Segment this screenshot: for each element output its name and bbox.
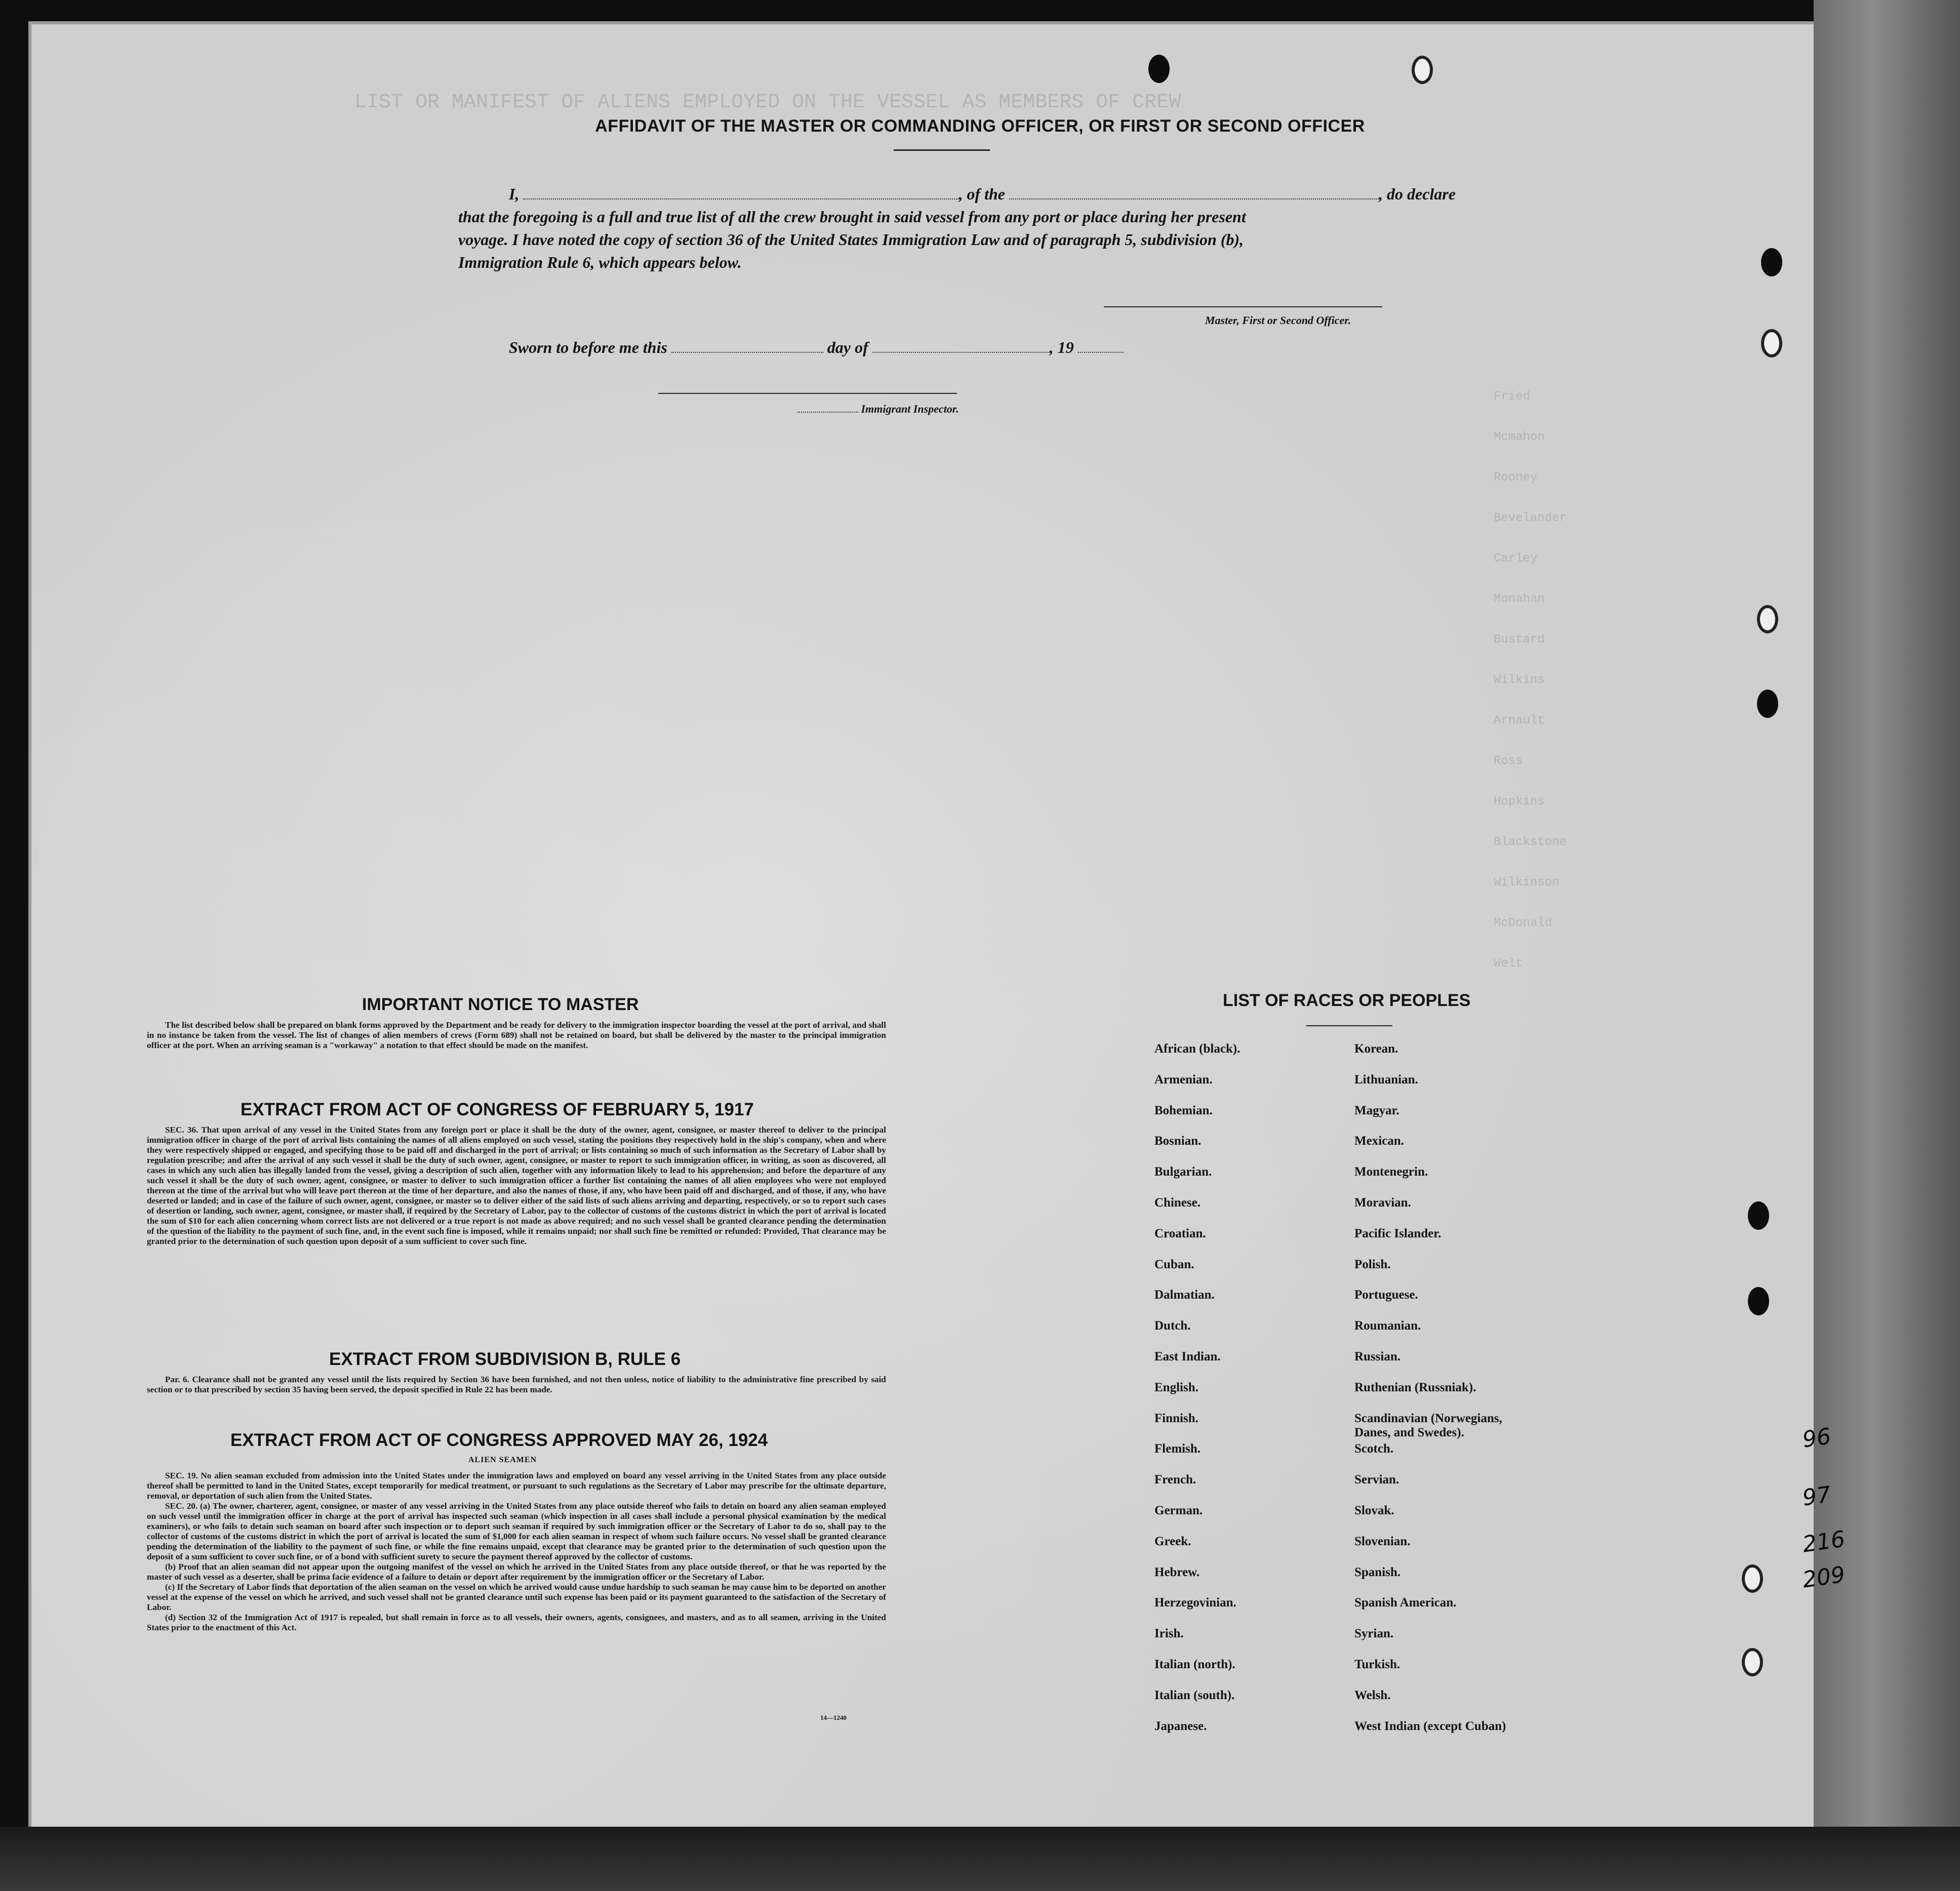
race-item: Montenegrin. xyxy=(1354,1165,1428,1179)
race-item: Lithuanian. xyxy=(1354,1072,1418,1087)
affidavit-title: AFFIDAVIT OF THE MASTER OR COMMANDING OFFICER, OR FIRST OR SECOND OFFICER xyxy=(595,116,1365,136)
sec20b-paragraph: (b) Proof that an alien seaman did not appear upon the outgoing manifest of the vessel on which he arrived in the United States from any place outside thereof, or that he was reported by the master of such vessel as a deserter, shall be prima facie evidence of a failure to detain or deport after requirement by the immigration officer or the Secretary of Labor. xyxy=(147,1562,886,1582)
margin-mark: 96 xyxy=(1801,1423,1833,1453)
notice-title: IMPORTANT NOTICE TO MASTER xyxy=(362,995,639,1014)
race-item: Bosnian. xyxy=(1154,1134,1202,1148)
race-item: English. xyxy=(1154,1380,1198,1394)
rule6-title: EXTRACT FROM SUBDIVISION B, RULE 6 xyxy=(329,1349,681,1369)
race-item: Finnish. xyxy=(1154,1411,1198,1425)
extract-1917-text xyxy=(147,1125,886,1246)
race-item: Flemish. xyxy=(1154,1442,1201,1456)
punch-hole xyxy=(1761,248,1782,276)
bleed-through-name: Hopkins xyxy=(1494,795,1545,809)
sworn-year: , 19 xyxy=(1049,338,1074,356)
bleed-through-name: Rooney xyxy=(1494,471,1538,485)
sworn-day: day of xyxy=(827,338,868,356)
race-item: Pacific Islander. xyxy=(1354,1226,1442,1240)
name-blank xyxy=(523,185,958,199)
race-item: Syrian. xyxy=(1354,1627,1394,1641)
race-item: Spanish. xyxy=(1354,1565,1401,1579)
race-item: Bohemian. xyxy=(1154,1103,1213,1117)
race-item: East Indian. xyxy=(1154,1349,1221,1363)
margin-mark: 97 xyxy=(1801,1481,1833,1511)
race-item: Dalmatian. xyxy=(1154,1288,1215,1302)
race-item: Slovenian. xyxy=(1354,1534,1411,1548)
sec20d-paragraph: (d) Section 32 of the Immigration Act of 1917 is repealed, but shall remain in force as to all vessels, their owners, agents, consignees, and masters, and as to all seamen, arriving in the United States prior to the enactment of this Act. xyxy=(147,1613,886,1632)
race-item: Croatian. xyxy=(1154,1226,1206,1240)
race-item: Bulgarian. xyxy=(1154,1165,1212,1179)
sworn-line xyxy=(509,338,1124,357)
notice-paragraph: The list described below shall be prepared on blank forms approved by the Department and be ready for delivery to the immigration inspector boarding the vessel at the port of arrival, and shall in no instance be taken from the vessel. The list of changes of alien members of crews (Form 689) shall not be retained on board, but shall be delivered by the master to the principal immigration officer at the port. When an arriving seaman is a "workaway" a notation to that effect should be made on the manifest. xyxy=(147,1020,886,1050)
bleed-through-name: Bustard xyxy=(1494,633,1545,647)
race-item: Ruthenian (Russniak). xyxy=(1354,1380,1476,1394)
race-item: Servian. xyxy=(1354,1473,1399,1487)
race-item: Portuguese. xyxy=(1354,1288,1418,1302)
races-rule xyxy=(1306,1025,1392,1026)
affidavit-i: I, xyxy=(509,185,519,203)
races-right-column xyxy=(1354,1042,1522,1750)
affidavit-declare: , do declare xyxy=(1379,185,1456,203)
margin-mark: 216 xyxy=(1801,1526,1847,1558)
race-item: German. xyxy=(1154,1503,1203,1517)
extract-1917-paragraph: SEC. 36. That upon arrival of any vessel in the United States from any foreign port or place it shall be the duty of the owner, agent, consignee, or master thereof to deliver to the principal immigration officer in charge of the port of arrival lists containing the names of all aliens employed on such vessel, stating the positions they respectively hold in the ship's company, when and where they were respectively shipped or engaged, and specifying those to be paid off and discharged in the port of arrival; or lists containing so much of such information as the Secretary of Labor shall by regulation prescribe; and after the arrival of any such vessel it shall be the duty of such owner, agent, consignee, or master to report to such immigration officer, in writing, as soon as discovered, all cases in which any such alien has illegally landed from the vessel, giving a description of such alien, together with any information likely to lead to his apprehension; and before the departure of any such vessel it shall be the duty of such owner, agent, consignee, or master to deliver to such immigration officer a further list containing the names of all alien employees who were not employed thereon at the time of the arrival but who will leave port thereon at the time of her departure, and also the names of those, if any, who have been paid off and discharged, and of those, if any, who have deserted or landed; and in case of the failure of such owner, agent, consignee, or master so to deliver either of the said lists of such aliens arriving and departing, respectively, or so to report such cases of desertion or landing, such owner, agent, consignee, or master shall, if required by the Secretary of Labor, pay to the collector of customs of the customs district in which the port of arrival is located the sum of $10 for each alien concerning whom correct lists are not delivered or a true report is not made as above required; and no such vessel shall be granted clearance pending the determination of the question of the liability to the payment of such fine, and, in the event such fine is imposed, while it remains unpaid; nor shall such fine be remitted or refunded: Provided, That clearance may be granted prior to the determination of such question upon deposit of a sum sufficient to cover such fine. xyxy=(147,1125,886,1246)
scan-right-edge xyxy=(1814,0,1960,1891)
rule6-paragraph: Par. 6. Clearance shall not be granted any vessel until the lists required by Section 36 have been furnished, and not then unless, notice of liability to the administrative fine prescribed by said section or to that prescribed by section 35 having been served, the deposit specified in Rule 22 has been made. xyxy=(147,1375,886,1394)
races-title: LIST OF RACES OR PEOPLES xyxy=(1223,991,1471,1010)
punch-hole xyxy=(1748,1287,1769,1315)
inspector-caption xyxy=(797,403,959,416)
race-item: Korean. xyxy=(1354,1042,1398,1056)
sec19-paragraph: SEC. 19. No alien seaman excluded from admission into the United States under the immigration laws and employed on board any vessel arriving in the United States from any place outside thereof shall be permitted to land in the United States, except temporarily for medical treatment, or pursuant to such regulations as the Secretary of Labor may prescribe for the ultimate departure, removal, or deportation of such alien from the United States. xyxy=(147,1471,886,1501)
extract-1917-title: EXTRACT FROM ACT OF CONGRESS OF FEBRUARY 5, 1917 xyxy=(241,1100,754,1119)
bleed-through-name: Mcmahon xyxy=(1494,430,1545,444)
extract-1924-title: EXTRACT FROM ACT OF CONGRESS APPROVED MAY 26, 1924 xyxy=(230,1430,768,1450)
race-item: Welsh. xyxy=(1354,1688,1391,1702)
race-item: Turkish. xyxy=(1354,1657,1401,1671)
race-item: Russian. xyxy=(1354,1349,1401,1363)
bleed-through-name: Monahan xyxy=(1494,592,1545,606)
extract-1924-text xyxy=(147,1471,886,1633)
race-item: Italian (north). xyxy=(1154,1657,1235,1671)
race-item: Japanese. xyxy=(1154,1719,1207,1733)
affidavit-line-3: voyage. I have noted the copy of section 36 of the United States Immigration Law and of paragraph 5, subdivision (b), xyxy=(458,230,1244,249)
punch-hole xyxy=(1742,1564,1763,1593)
day-blank xyxy=(671,339,823,353)
rule6-text xyxy=(147,1375,886,1395)
vessel-blank xyxy=(1009,185,1379,199)
affidavit-line-2: that the foregoing is a full and true list of all the crew brought in said vessel from any port or place during her present xyxy=(458,208,1246,226)
notice-text xyxy=(147,1020,886,1051)
month-blank xyxy=(872,339,1050,353)
bleed-through-name: Carley xyxy=(1494,552,1538,566)
inspector-caption-text: Immigrant Inspector. xyxy=(861,403,959,415)
race-item: Armenian. xyxy=(1154,1072,1213,1087)
punch-hole xyxy=(1757,690,1778,718)
form-number: 14—1240 xyxy=(820,1714,847,1721)
races-left-column xyxy=(1154,1042,1240,1750)
bleed-through-name: Welt xyxy=(1494,957,1523,971)
punch-hole xyxy=(1748,1201,1769,1230)
punch-hole xyxy=(1412,56,1433,84)
scan-bottom-edge xyxy=(0,1827,1960,1891)
race-item: African (black). xyxy=(1154,1042,1241,1056)
bleed-through-name: McDonald xyxy=(1494,916,1552,930)
bleed-through-heading: LIST OR MANIFEST OF ALIENS EMPLOYED ON THE VESSEL AS MEMBERS OF CREW xyxy=(354,91,1181,114)
alien-seamen-subtitle: ALIEN SEAMEN xyxy=(468,1456,537,1464)
affidavit-line-4: Immigration Rule 6, which appears below. xyxy=(458,253,742,271)
bleed-through-name: Fried xyxy=(1494,390,1531,404)
race-item: Magyar. xyxy=(1354,1103,1399,1117)
sworn-prefix: Sworn to before me this xyxy=(509,338,667,356)
bleed-through-name: Wilkinson xyxy=(1494,876,1559,890)
race-item: Moravian. xyxy=(1354,1195,1411,1210)
punch-hole xyxy=(1742,1648,1763,1676)
race-item: Dutch. xyxy=(1154,1319,1191,1333)
sec20c-paragraph: (c) If the Secretary of Labor finds that deportation of the alien seaman on the vessel on which he arrived would cause undue hardship to such seaman he may cause him to be deported on another vessel at the expense of the vessel on which he arrived, and such vessel shall not be granted clearance until such expense has been paid or its payment guaranteed to the satisfaction of the Secretary of Labor. xyxy=(147,1582,886,1612)
bleed-through-name: Wilkins xyxy=(1494,673,1545,687)
sec20a-paragraph: SEC. 20. (a) The owner, charterer, agent, consignee, or master of any vessel arriving in the United States from any place outside thereof who fails to detain on board any alien seaman employed on such vessel until the immigration officer in charge at the port of arrival has inspected such seaman (which inspection in all cases shall include a personal physical examination by the medical examiners), or who fails to detain such seaman on board after such inspection or to deport such seaman if required by such immigration officer or the Secretary of Labor to do so, shall pay to the collector of customs of the customs district in which the port of arrival is located the sum of $1,000 for each alien seaman in respect of whom such failure occurs. No vessel shall be granted clearance pending the determination of the liability to the payment of such fine, or while the fine remains unpaid, except that clearance may be granted prior to the determination of such question upon the deposit of a sum sufficient to cover such fine, or of a bond with sufficient surety to secure the payment thereof approved by the collector of customs. xyxy=(147,1501,886,1561)
race-item: Hebrew. xyxy=(1154,1565,1200,1579)
race-item: Roumanian. xyxy=(1354,1319,1421,1333)
race-item: Slovak. xyxy=(1354,1503,1394,1517)
race-item: Cuban. xyxy=(1154,1257,1194,1271)
margin-mark: 209 xyxy=(1801,1561,1847,1593)
race-item: French. xyxy=(1154,1473,1196,1487)
race-item: Scandinavian (Norwegians, Danes, and Swedes). xyxy=(1354,1411,1502,1439)
race-item: Polish. xyxy=(1354,1257,1391,1271)
bleed-through-name: Blackstone xyxy=(1494,835,1567,849)
bleed-through-name: Ross xyxy=(1494,754,1523,768)
year-blank xyxy=(1078,339,1124,353)
race-item: Greek. xyxy=(1154,1534,1191,1548)
signature-line xyxy=(1104,306,1382,307)
race-item: Mexican. xyxy=(1354,1134,1404,1148)
bleed-through-name: Bevelander xyxy=(1494,511,1567,525)
bleed-through-name: Arnault xyxy=(1494,714,1545,728)
race-item: Irish. xyxy=(1154,1627,1184,1641)
punch-hole xyxy=(1761,329,1782,357)
inspector-blank xyxy=(797,403,858,413)
signature-caption: Master, First or Second Officer. xyxy=(1205,314,1351,327)
inspector-line xyxy=(658,393,957,394)
race-item: West Indian (except Cuban) xyxy=(1354,1719,1506,1733)
race-item: Chinese. xyxy=(1154,1195,1201,1210)
affidavit-line-1 xyxy=(509,185,1456,204)
race-item: Scotch. xyxy=(1354,1442,1394,1456)
punch-hole xyxy=(1148,55,1170,83)
race-item: Herzegovinian. xyxy=(1154,1596,1236,1610)
affidavit-of-the: , of the xyxy=(958,185,1005,203)
race-item: Spanish American. xyxy=(1354,1596,1457,1610)
punch-hole xyxy=(1757,605,1778,633)
race-item: Italian (south). xyxy=(1154,1688,1235,1702)
title-rule xyxy=(894,149,990,151)
